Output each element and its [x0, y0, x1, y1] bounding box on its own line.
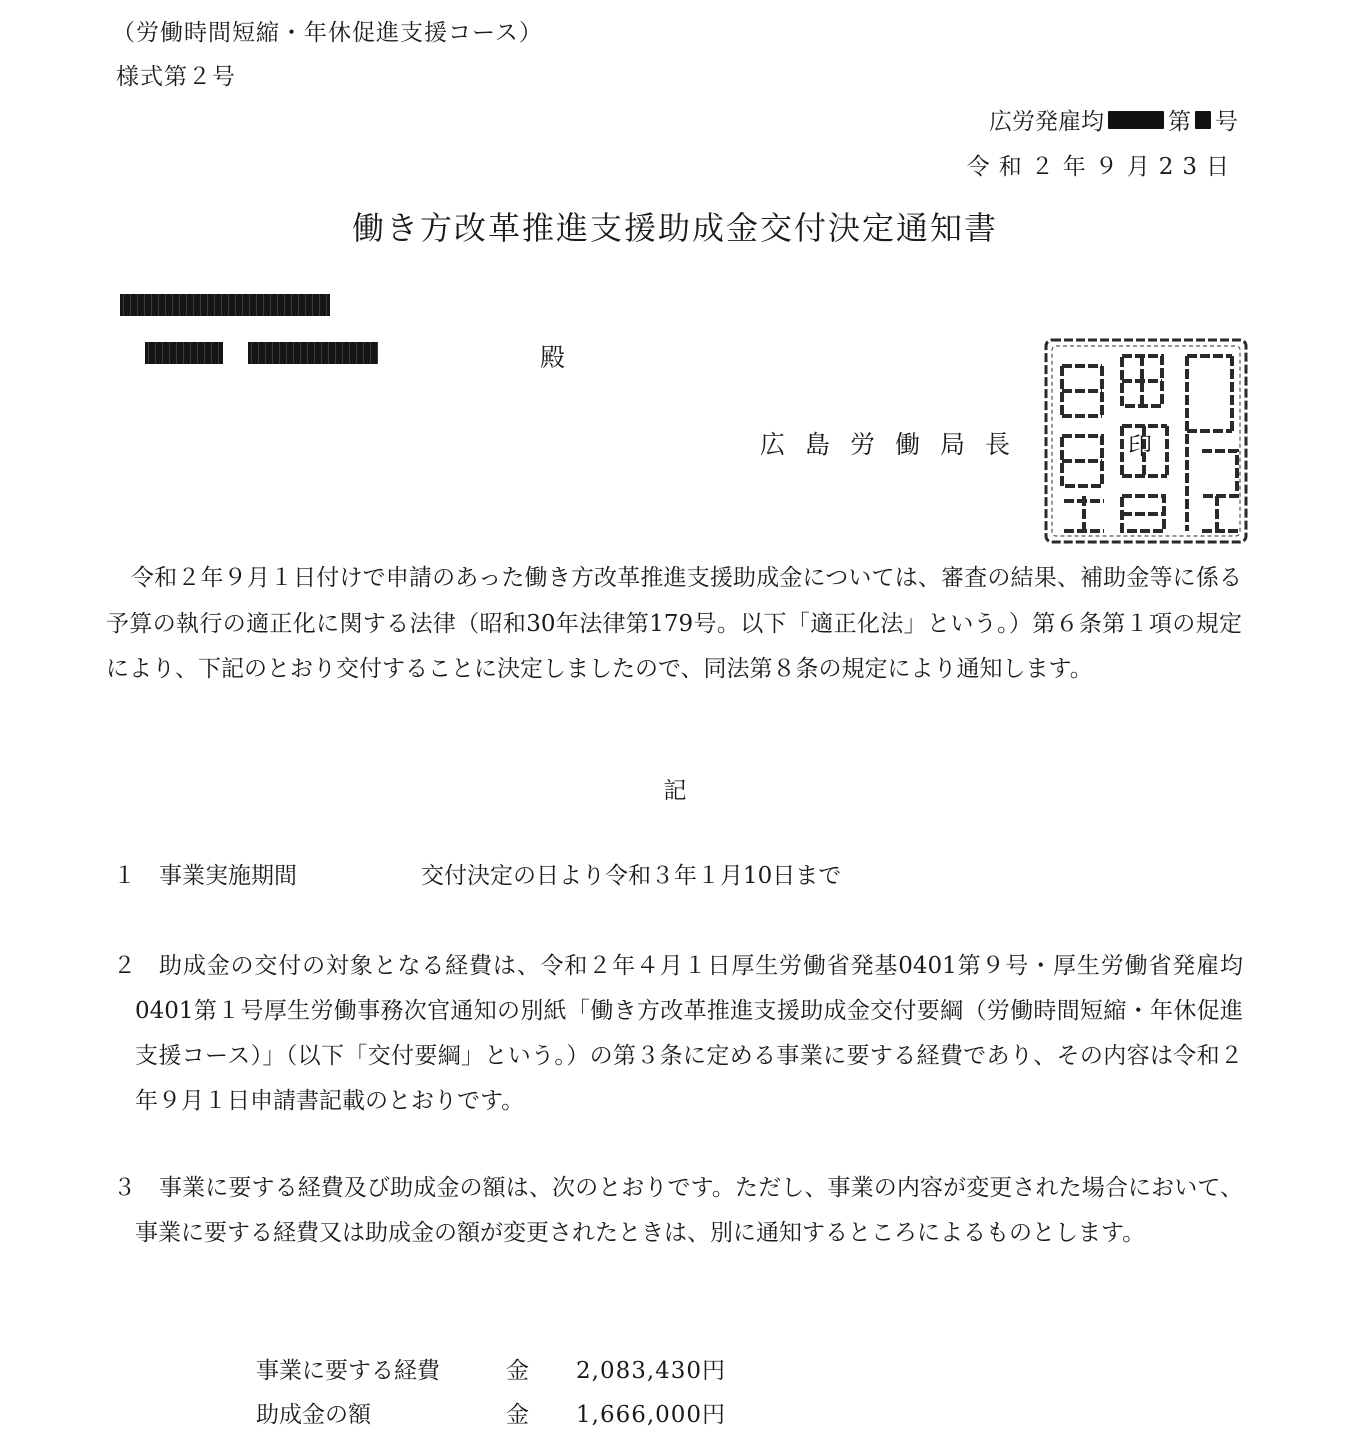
amount-kin: 金	[506, 1358, 529, 1384]
item-3	[113, 1166, 1243, 1256]
redacted-representative-title	[145, 342, 223, 364]
document-number	[989, 103, 1238, 136]
course-name: （労働時間短縮・年休促進支援コース）	[112, 20, 543, 46]
amount-value: 2,083,430円	[576, 1358, 727, 1384]
official-seal-icon	[1042, 336, 1250, 546]
ki-heading: 記	[663, 778, 687, 804]
doc-number-prefix: 広労発雇均	[989, 109, 1104, 135]
seal-char: 印	[1128, 432, 1152, 460]
item-number: ２	[113, 953, 136, 979]
issuer-name: 広島労働局長	[760, 430, 1031, 459]
item-2	[113, 944, 1243, 1124]
amount-label: 事業に要する経費	[256, 1358, 440, 1384]
amount-kin: 金	[506, 1402, 529, 1428]
amount-row-expense	[256, 1352, 726, 1385]
doc-number-suffix: 号	[1215, 109, 1238, 135]
item-text: 助成金の交付の対象となる経費は、令和２年４月１日厚生労働省発基0401第９号・厚生労働省発雇均0401第１号厚生労働事務次官通知の別紙「働き方改革推進支援助成金交付要綱（労働時間短縮・年休促進支援コース）」（以下「交付要綱」という。）の第３条に定める事業に要する経費であり、その内容は令和２年９月１日申請書記載のとおりです。	[135, 953, 1243, 1114]
body-paragraph: 令和２年９月１日付けで申請のあった働き方改革推進支援助成金については、審査の結果、補助金等に係る予算の執行の適正化に関する法律（昭和30年法律第179号。以下「適正化法」という。）第６条第１項の規定により、下記のとおり交付することに決定しましたので、同法第８条の規定により通知します。	[106, 565, 1242, 682]
item-1	[113, 854, 841, 900]
redacted-company-name	[120, 294, 330, 316]
redacted-representative-name	[248, 342, 378, 364]
redacted-number	[1108, 111, 1164, 129]
item-text: 交付決定の日より令和３年１月10日まで	[421, 863, 842, 889]
addressee-honorific: 殿	[540, 343, 566, 372]
item-number: ３	[113, 1175, 136, 1201]
item-label: 事業実施期間	[159, 863, 297, 889]
doc-number-mid: 第	[1168, 109, 1191, 135]
amount-value: 1,666,000円	[576, 1402, 727, 1428]
redacted-number	[1195, 111, 1211, 129]
amount-label: 助成金の額	[256, 1402, 371, 1428]
form-number: 様式第２号	[116, 64, 236, 90]
document-date: 令和２年９月23日	[966, 154, 1238, 180]
document-title: 働き方改革推進支援助成金交付決定通知書	[351, 209, 998, 247]
item-number: １	[113, 863, 136, 889]
item-text: 事業に要する経費及び助成金の額は、次のとおりです。ただし、事業の内容が変更された場合において、事業に要する経費又は助成金の額が変更されたときは、別に通知するところによるものとします。	[135, 1175, 1243, 1246]
amount-row-subsidy	[256, 1396, 726, 1429]
